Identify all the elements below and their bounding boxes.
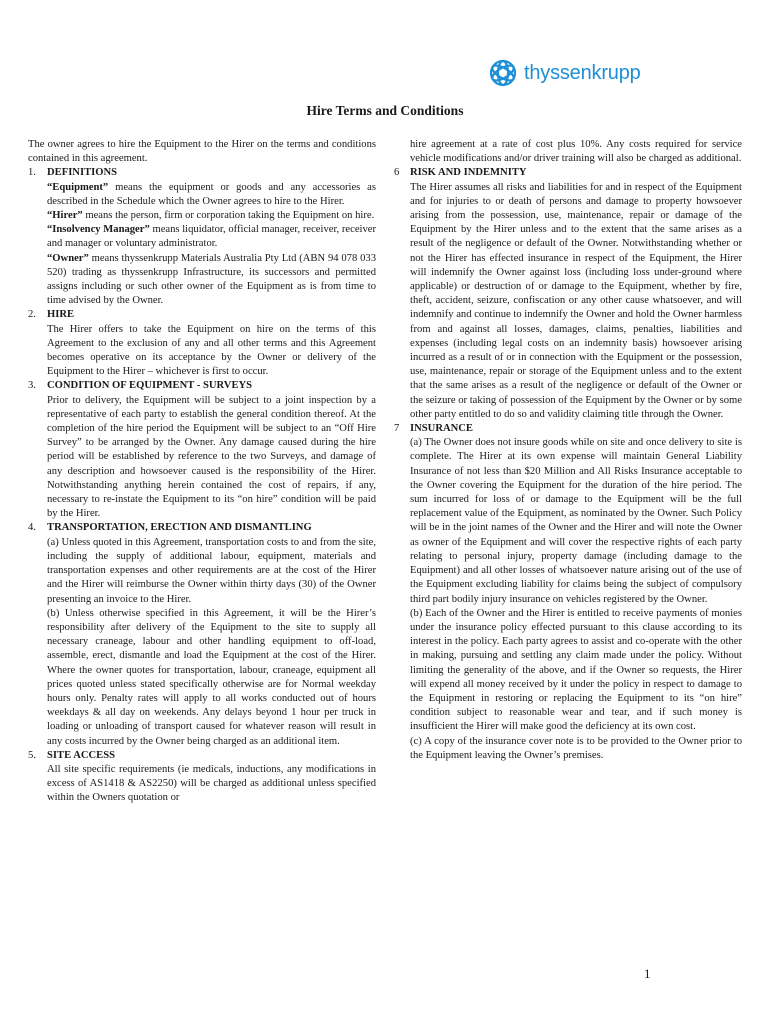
section-text-site-access: All site specific requirements (ie medicals, inductions, any modifications in excess of AS1418 & AS2250) will be charged as additional unless specified within the Owners quotation or bbox=[47, 763, 376, 804]
page-number: 1 bbox=[644, 966, 651, 981]
document-title: Hire Terms and Conditions bbox=[306, 103, 464, 118]
section-heading-transportation: 4. TRANSPORTATION, ERECTION AND DISMANTLING bbox=[28, 522, 312, 534]
right-column bbox=[394, 138, 742, 763]
section-text-transportation-a: (a) Unless quoted in this Agreement, transportation costs to and from the site, including the supply of additional labour, equipment, materials and transportation expenses and other requirements are at the cost of the Hirer and the Hirer will reimburse the Owner within thirty days (30) of the Owner presenting an invoice to the Hirer. bbox=[47, 536, 376, 605]
brand-name: thyssenkrupp bbox=[524, 61, 641, 84]
thyssenkrupp-ring-logo-icon bbox=[488, 58, 518, 88]
definition-owner: “Owner” means thyssenkrupp Materials Australia Pty Ltd (ABN 94 078 033 520) trading as thyssenkrupp Infrastructure, its successors and permitted assigns including or such other owner of the Equipment as is from time to time advised by the Owner. bbox=[47, 252, 376, 307]
definition-insolvency-manager: “Insolvency Manager” means liquidator, official manager, receiver, receiver and manager or voluntary administrator. bbox=[47, 224, 377, 250]
section-text-insurance-a: (a) The Owner does not insure goods while on site and once delivery to site is complete. The Hirer at its own expense will maintain General Liability Insurance of not less than $20 Million and All Risks Insurance acceptable to the Owner covering the Equipment for the duration of the hire period. The sum incurred for loss of or damage to the Equipment will be the full replacement value of the Equipment, as nominated by the Owner. Such Policy will be in the joint names of the Owner and the Hirer and will note the Owner as owner of the Equipment and will cover the respective rights of each party relating to personal injury, property damage (including damage to the Equipment) and all other losses of whatsoever nature arising out of the use of the Equipment excluding liability for claims being the subject of compulsory third part bodily injury insurance on vehicles registered by the Owner. bbox=[410, 437, 742, 605]
brand-logo bbox=[488, 58, 641, 88]
section-heading-definitions: 1. DEFINITIONS bbox=[28, 167, 118, 179]
section-heading-site-access: 5. SITE ACCESS bbox=[28, 749, 116, 761]
section-heading-insurance: 7 INSURANCE bbox=[394, 423, 473, 435]
section-heading-risk: 6 RISK AND INDEMNITY bbox=[394, 167, 527, 179]
section-text-transportation-b: (b) Unless otherwise specified in this Agreement, it will be the Hirer’s responsibility after delivery of the Equipment to the site to supply all necessary craneage, labour and other handling equipment to off-load, assemble, erect, dismantle and load the Equipment at the cost of the Hirer. Where the owner quotes for transportation, labour, craneage, equipment all prices quoted unless stated specifically otherwise are for Normal weekday hours only. Penalty rates will apply to all works conducted out of hours weekdays & all day on weekends. Any delays beyond 1 hour per truck in loading or unloading of transport caused for whatever reason will result in any costs incurred by the Owner being charged as an additional item. bbox=[47, 607, 376, 747]
left-column bbox=[28, 138, 376, 806]
section-text-insurance-b: (b) Each of the Owner and the Hirer is entitled to receive payments of monies under the insurance policy effected pursuant to this clause according to its interest in the policy. Each party agrees to assist and co-operate with the other in making, pursuing and settling any claim made under the policy. Without limiting the generality of the above, and if the Owner so requests, the Hirer will expend all money received by it under the policy in respect to damage to the Equipment in restoring or replacing the Equipment to its “on hire” condition subject to reasonable wear and tear, and if such money is insufficient the Hirer will make good the deficiency at its own cost. bbox=[410, 607, 742, 733]
section-heading-condition: 3. CONDITION OF EQUIPMENT - SURVEYS bbox=[28, 380, 253, 392]
section-text-risk: The Hirer assumes all risks and liabilities for and in respect of the Equipment and for injuries to or death of persons and damage to property howsoever arising from the possession, use, maintenance, repair or damage of the Equipment by the Hirer unless and to the extent that the same arises as a result of the negligence or default of the Owner. Notwithstanding whether or not the Hirer has effected insurance in respect of the Equipment, the Hirer will indemnify the Owner against loss (including loss under-ground where applicable) or destruction of or damage to the Equipment, whether by fire, theft, accident, seizure, confiscation or any other cause whatsoever, and will indemnify and continue to indemnify the Owner and hold the Owner harmless from and against all losses, damages, claims, penalties, liabilities and expenses (including legal costs on an indemnity basis) howsoever arising incurred as a result of or in connection with the Equipment or the possession, use, maintenance, repair or storage of the Equipment unless and to the extent that the same arises as a result of the negligence or default of the Owner or the seizure or taking of possession of the Equipment by the Owner or by some other party entitled to do so and validity claiming title through the Owner. bbox=[410, 181, 742, 420]
section-text-site-access-continued: hire agreement at a rate of cost plus 10%. Any costs required for service vehicle modifications and/or driver training will also be charged as additional. bbox=[410, 139, 742, 165]
definition-equipment: “Equipment” means the equipment or goods and any accessories as described in the Schedule which the Owner agrees to hire to the Hirer. bbox=[47, 181, 376, 207]
section-text-insurance-c: (c) A copy of the insurance cover note is to be provided to the Owner prior to the Equipment leaving the Owner’s premises. bbox=[410, 735, 742, 761]
intro-paragraph: The owner agrees to hire the Equipment to the Hirer on the terms and conditions contained in this agreement. bbox=[28, 139, 376, 165]
section-text-condition: Prior to delivery, the Equipment will be subject to a joint inspection by a representative of each party to establish the general condition thereof. At the completion of the hire period the Equipment will be subject to an “Off Hire Survey” to be arranged by the Owner. Any damage caused during the hire period will be established by reference to the two Surveys, and damage of any description and howsoever caused is the responsibility of the Hirer. Notwithstanding anything herein contained the cost of repairs, if any, necessary to re-instate the Equipment to its “on hire” condition will be paid by the Hirer. bbox=[47, 394, 376, 520]
definition-hirer: “Hirer” means the person, firm or corporation taking the Equipment on hire. bbox=[47, 210, 375, 222]
section-text-hire: The Hirer offers to take the Equipment on hire on the terms of this Agreement to the exclusion of any and all other terms and this Agreement becomes operative on its acceptance by the Owner or delivery of the Equipment to the Hirer – whichever is first to occur. bbox=[47, 323, 376, 378]
section-heading-hire: 2. HIRE bbox=[28, 309, 75, 321]
